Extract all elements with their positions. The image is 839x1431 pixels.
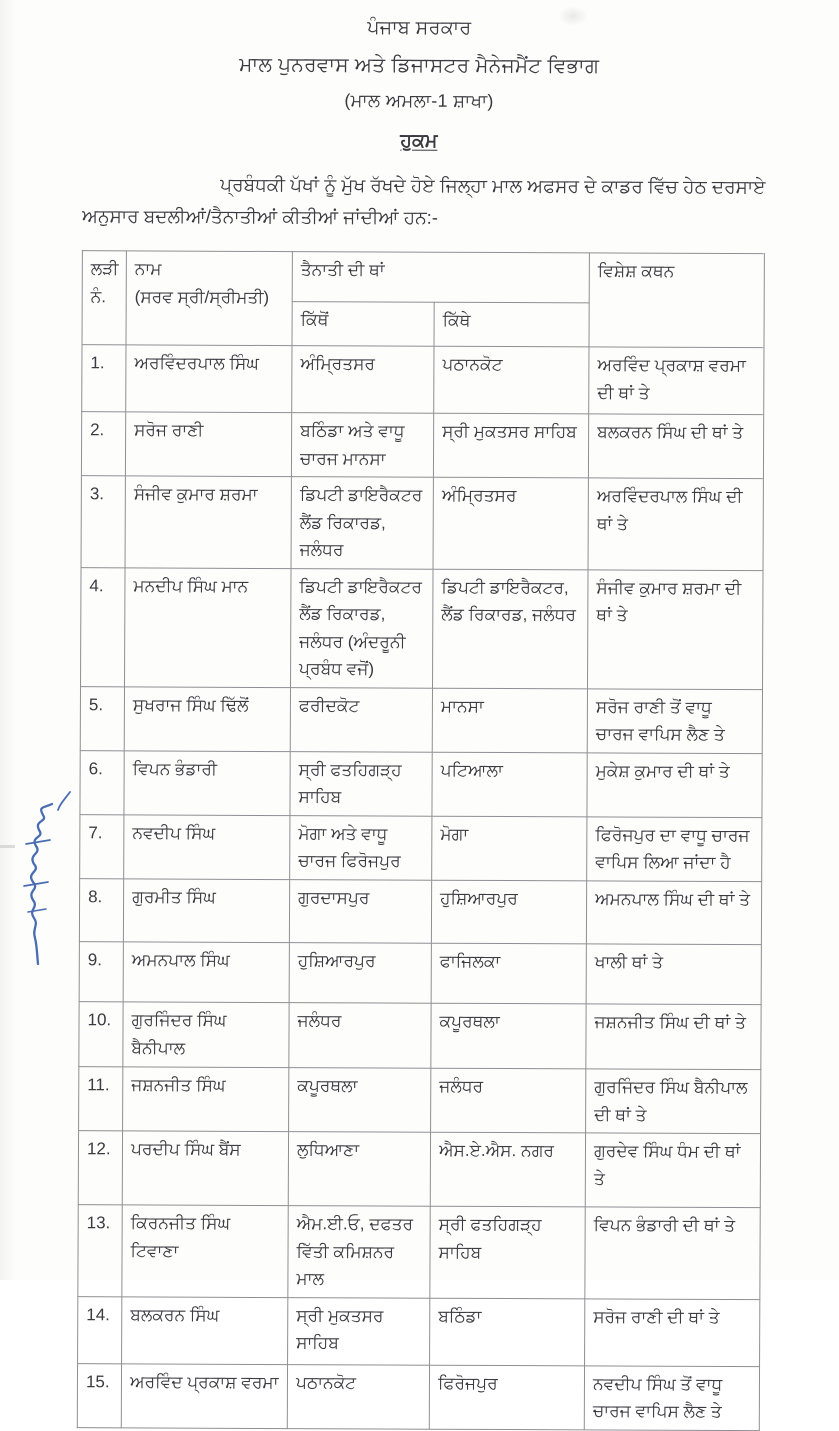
name-cell: ਸਰੋਜ ਰਾਣੀ bbox=[125, 412, 291, 477]
name-cell: ਵਿਪਨ ਭੰਡਾਰੀ bbox=[124, 751, 290, 816]
serial-cell: 14. bbox=[78, 1296, 122, 1363]
from-cell: ਪਠਾਨਕੋਟ bbox=[287, 1364, 429, 1429]
table-row bbox=[80, 686, 762, 753]
remarks-cell: ਬਲਕਰਨ ਸਿੰਘ ਦੀ ਥਾਂ ਤੇ bbox=[588, 414, 763, 479]
intro-paragraph bbox=[82, 168, 774, 235]
serial-cell: 9. bbox=[79, 942, 123, 1002]
serial-cell: 13. bbox=[78, 1205, 122, 1297]
remarks-cell: ਨਵਦੀਪ ਸਿੰਘ ਤੋਂ ਵਾਧੂ ਚਾਰਜ ਵਾਪਿਸ ਲੈਣ ਤੇ bbox=[584, 1366, 759, 1431]
table-body bbox=[77, 345, 764, 1431]
table-row bbox=[78, 1131, 760, 1208]
from-cell: ਫਰੀਦਕੋਟ bbox=[290, 687, 432, 752]
serial-cell: 2. bbox=[81, 412, 125, 476]
to-cell: ਸ੍ਰੀ ਮੁਕਤਸਰ ਸਾਹਿਬ bbox=[433, 413, 588, 478]
table-row bbox=[79, 1002, 761, 1070]
to-cell: ਹੁਸ਼ਿਆਰਪੁਰ bbox=[431, 880, 586, 944]
name-cell: ਸੰਜੀਵ ਕੁਮਾਰ ਸ਼ਰਮਾ bbox=[125, 476, 291, 568]
remarks-cell: ਅਰਵਿੰਦ ਪ੍ਰਕਾਸ਼ ਵਰਮਾ ਦੀ ਥਾਂ ਤੇ bbox=[589, 347, 764, 415]
serial-cell: 12. bbox=[78, 1131, 122, 1205]
to-cell: ਐਸ.ਏ.ਐਸ. ਨਗਰ bbox=[430, 1132, 585, 1207]
to-cell: ਡਿਪਟੀ ਡਾਇਰੈਕਟਰ, ਲੈਂਡ ਰਿਕਾਰਡ, ਜਲੰਧਰ bbox=[433, 569, 589, 689]
remarks-cell: ਖਾਲੀ ਥਾਂ ਤੇ bbox=[586, 944, 761, 1005]
from-cell: ਹੁਸ਼ਿਆਰਪੁਰ bbox=[289, 943, 431, 1004]
remarks-cell: ਸਰੋਜ ਰਾਣੀ ਦੀ ਥਾਂ ਤੇ bbox=[585, 1299, 760, 1367]
table-row bbox=[82, 345, 764, 415]
department-title: ਮਾਲ ਪੁਨਰਵਾਸ ਅਤੇ ਡਿਜਾਸਟਰ ਮੈਨੇਜਮੈਂਟ ਵਿਭਾਗ bbox=[239, 53, 600, 78]
to-cell: ਬਠਿੰਡਾ bbox=[430, 1298, 585, 1366]
government-title: ਪੰਜਾਬ ਸਰਕਾਰ bbox=[367, 17, 472, 39]
serial-cell: 15. bbox=[77, 1363, 121, 1427]
name-cell: ਗੁਰਜਿੰਦਰ ਸਿੰਘ ਬੈਨੀਪਾਲ bbox=[123, 1002, 289, 1068]
from-cell: ਕਪੂਰਥਲਾ bbox=[289, 1068, 431, 1133]
from-cell: ਅੰਮ੍ਰਿਤਸਰ bbox=[292, 346, 434, 414]
name-cell: ਨਵਦੀਪ ਸਿੰਘ bbox=[124, 815, 290, 880]
from-cell: ਲੁਧਿਆਣਾ bbox=[288, 1132, 430, 1207]
from-cell: ਬਠਿੰਡਾ ਅਤੇ ਵਾਧੂ ਚਾਰਜ ਮਾਨਸਾ bbox=[291, 413, 433, 478]
serial-cell: 8. bbox=[79, 879, 123, 942]
intro-line-1: ਪ੍ਰਬੰਧਕੀ ਪੱਖਾਂ ਨੂੰ ਮੁੱਖ ਰੱਖਦੇ ਹੋਏ ਜਿਲ੍ਹਾ ਮਾਲ ਅਫਸਰ ਦੇ ਕਾਡਰ ਵਿੱਚ ਹੇਠ ਦਰਸਾਏ bbox=[220, 173, 766, 198]
remarks-cell: ਅਰਵਿੰਦਰਪਾਲ ਸਿੰਘ ਦੀ ਥਾਂ ਤੇ bbox=[588, 478, 763, 570]
table-row bbox=[77, 1363, 759, 1430]
transfers-table bbox=[77, 250, 765, 1431]
to-cell: ਕਪੂਰਥਲਾ bbox=[431, 1003, 586, 1069]
from-cell: ਡਿਪਟੀ ਡਾਇਰੈਕਟਰ ਲੈਂਡ ਰਿਕਾਰਡ, ਜਲੰਧਰ (ਅੰਦਰੂਨੀ ਪ੍ਰਬੰਧ ਵਜੋਂ) bbox=[291, 568, 434, 688]
name-cell: ਗੁਰਮੀਤ ਸਿੰਘ bbox=[123, 879, 289, 943]
remarks-cell: ਮੁਕੇਸ਼ ਕੁਮਾਰ ਦੀ ਥਾਂ ਤੇ bbox=[587, 753, 762, 818]
to-cell: ਅੰਮ੍ਰਿਤਸਰ bbox=[433, 477, 588, 569]
to-cell: ਸ੍ਰੀ ਫਤਹਿਗੜ੍ਹ ਸਾਹਿਬ bbox=[430, 1206, 585, 1298]
intro-line-2: ਅਨੁਸਾਰ ਬਦਲੀਆਂ/ਤੈਨਾਤੀਆਂ ਕੀਤੀਆਂ ਜਾਂਦੀਆਂ ਹਨ:- bbox=[82, 205, 439, 228]
from-cell: ਸ੍ਰੀ ਫਤਹਿਗੜ੍ਹ ਸਾਹਿਬ bbox=[290, 751, 432, 816]
order-heading: ਹੁਕਮ bbox=[400, 130, 438, 152]
to-cell: ਮੋਗਾ bbox=[432, 816, 587, 881]
from-cell: ਗੁਰਦਾਸਪੁਰ bbox=[289, 880, 431, 944]
remarks-cell: ਸਰੋਜ ਰਾਣੀ ਤੋਂ ਵਾਧੂ ਚਾਰਜ ਵਾਪਿਸ ਲੈਣ ਤੇ bbox=[587, 689, 762, 754]
serial-column-header: ਲੜੀ ਨੰ. bbox=[82, 251, 126, 345]
remarks-cell: ਅਮਨਪਾਲ ਸਿੰਘ ਦੀ ਥਾਂ ਤੇ bbox=[586, 881, 761, 945]
table-row bbox=[81, 567, 764, 689]
from-cell: ਡਿਪਟੀ ਡਾਇਰੈਕਟਰ ਲੈਂਡ ਰਿਕਾਰਡ, ਜਲੰਧਰ bbox=[291, 477, 433, 569]
name-cell: ਪਰਦੀਪ ਸਿੰਘ ਬੈਂਸ bbox=[122, 1131, 288, 1206]
table-row bbox=[81, 476, 763, 571]
name-cell: ਸੁਖਰਾਜ ਸਿੰਘ ਢਿੱਲੋਂ bbox=[124, 687, 290, 752]
serial-cell: 3. bbox=[81, 476, 125, 568]
to-cell: ਫਿਰੋਜਪੁਰ bbox=[429, 1365, 584, 1430]
remarks-cell: ਜਸ਼ਨਜੀਤ ਸਿੰਘ ਦੀ ਥਾਂ ਤੇ bbox=[586, 1004, 761, 1070]
branch-title: (ਮਾਲ ਅਮਲਾ-1 ਸ਼ਾਖਾ) bbox=[344, 90, 494, 111]
from-column-header: ਕਿੱਥੋਂ bbox=[292, 302, 434, 347]
name-cell: ਕਿਰਨਜੀਤ ਸਿੰਘ ਟਿਵਾਣਾ bbox=[122, 1205, 288, 1297]
name-cell: ਜਸ਼ਨਜੀਤ ਸਿੰਘ bbox=[123, 1067, 289, 1132]
table-row bbox=[78, 1205, 760, 1300]
table-row bbox=[80, 751, 762, 818]
remarks-cell: ਵਿਪਨ ਭੰਡਾਰੀ ਦੀ ਥਾਂ ਤੇ bbox=[585, 1207, 760, 1299]
name-cell: ਮਨਦੀਪ ਸਿੰਘ ਮਾਨ bbox=[125, 568, 292, 688]
remarks-cell: ਫਿਰੋਜਪੁਰ ਦਾ ਵਾਧੂ ਚਾਰਜ ਵਾਪਿਸ ਲਿਆ ਜਾਂਦਾ ਹੈ bbox=[587, 817, 762, 882]
from-cell: ਮੋਗਾ ਅਤੇ ਵਾਧੂ ਚਾਰਜ ਫਿਰੋਜਪੁਰ bbox=[290, 816, 432, 881]
name-header-line2: (ਸਰਵ ਸ੍ਰੀ/ਸ੍ਰੀਮਤੀ) bbox=[134, 286, 270, 307]
to-cell: ਪਠਾਨਕੋਟ bbox=[434, 346, 589, 414]
remarks-cell: ਗੁਰਦੇਵ ਸਿੰਘ ਧੰਮ ਦੀ ਥਾਂ ਤੇ bbox=[585, 1133, 760, 1208]
serial-cell: 1. bbox=[82, 345, 126, 412]
serial-cell: 7. bbox=[80, 815, 124, 879]
name-cell: ਬਲਕਰਨ ਸਿੰਘ bbox=[122, 1296, 288, 1364]
to-cell: ਜਲੰਧਰ bbox=[431, 1068, 586, 1133]
to-column-header: ਕਿੱਥੇ bbox=[434, 302, 589, 347]
table-row bbox=[79, 942, 761, 1005]
to-cell: ਫਾਜਿਲਕਾ bbox=[431, 943, 586, 1004]
table-row bbox=[78, 1296, 760, 1366]
posting-column-header: ਤੈਨਾਤੀ ਦੀ ਥਾਂ bbox=[292, 252, 589, 303]
remarks-column-header: ਵਿਸ਼ੇਸ਼ ਕਥਨ bbox=[589, 253, 764, 348]
remarks-cell: ਗੁਰਜਿੰਦਰ ਸਿੰਘ ਬੈਨੀਪਾਲ ਦੀ ਥਾਂ ਤੇ bbox=[586, 1069, 761, 1134]
table-row bbox=[79, 879, 761, 945]
name-cell: ਅਰਵਿੰਦਰਪਾਲ ਸਿੰਘ bbox=[126, 345, 292, 413]
table-row bbox=[79, 1067, 761, 1134]
remarks-cell: ਸੰਜੀਵ ਕੁਮਾਰ ਸ਼ਰਮਾ ਦੀ ਥਾਂ ਤੇ bbox=[588, 570, 764, 690]
to-cell: ਪਟਿਆਲਾ bbox=[432, 752, 587, 817]
from-cell: ਸ੍ਰੀ ਮੁਕਤਸਰ ਸਾਹਿਬ bbox=[288, 1297, 430, 1365]
serial-cell: 11. bbox=[79, 1067, 123, 1131]
table-row bbox=[81, 412, 763, 479]
serial-cell: 6. bbox=[80, 751, 124, 815]
table-row bbox=[80, 815, 762, 882]
from-cell: ਐਮ.ਈ.ਓ, ਦਫਤਰ ਵਿੱਤੀ ਕਮਿਸ਼ਨਰ ਮਾਲ bbox=[288, 1206, 430, 1298]
to-cell: ਮਾਨਸਾ bbox=[432, 688, 587, 753]
serial-cell: 4. bbox=[81, 567, 126, 686]
serial-cell: 10. bbox=[79, 1002, 123, 1067]
name-column-header bbox=[126, 251, 292, 346]
name-cell: ਅਮਨਪਾਲ ਸਿੰਘ bbox=[123, 942, 289, 1003]
table-header bbox=[82, 251, 764, 348]
name-cell: ਅਰਵਿੰਦ ਪ੍ਰਕਾਸ਼ ਵਰਮਾ bbox=[121, 1363, 287, 1428]
name-header-line1: ਨਾਮ bbox=[134, 259, 162, 279]
serial-cell: 5. bbox=[80, 686, 124, 750]
from-cell: ਜਲੰਧਰ bbox=[289, 1003, 431, 1069]
